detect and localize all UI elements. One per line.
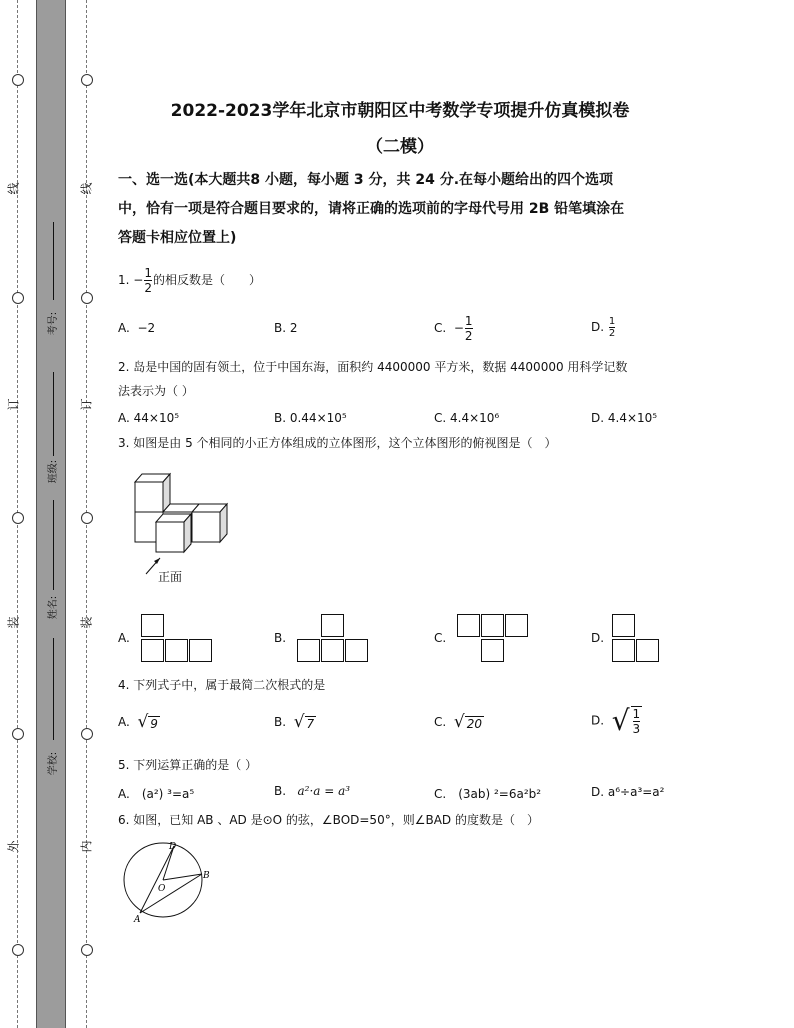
option-d[interactable] <box>591 706 643 736</box>
page-title: 2022-2023学年北京市朝阳区中考数学专项提升仿真模拟卷 <box>170 101 630 121</box>
binding-hole <box>81 74 93 86</box>
question-4 <box>118 673 688 697</box>
option-a[interactable] <box>118 714 160 731</box>
section-line: 答题卡相应位置上) <box>118 230 237 246</box>
view-square <box>189 639 212 662</box>
fraction <box>609 316 615 339</box>
option-c[interactable] <box>434 714 484 731</box>
numerator: 1 <box>464 314 473 328</box>
section-heading <box>118 166 683 253</box>
option-d[interactable]: D. 4.4×10⁵ <box>591 411 658 425</box>
option-a[interactable] <box>118 321 155 335</box>
field-underline <box>53 500 54 590</box>
question-5 <box>118 753 688 777</box>
fraction <box>631 706 643 736</box>
question-6 <box>118 808 688 832</box>
question-text: 3. 如图是由 5 个相同的小正方体组成的立体图形，这个立体图形的俯视图是（ ） <box>118 436 557 450</box>
view-square <box>321 614 344 637</box>
question-3 <box>118 431 688 455</box>
binding-hole <box>12 512 24 524</box>
view-square <box>481 614 504 637</box>
view-square <box>612 614 635 637</box>
question-number: 1. <box>118 273 130 287</box>
question-text: 5. 下列运算正确的是（ ） <box>118 758 258 772</box>
binding-hole <box>81 728 93 740</box>
denominator: 2 <box>464 329 473 343</box>
section-line: 一、选一选(本大题共8 小题，每小题 3 分，共 24 分.在每小题给出的四个选项 <box>118 172 614 188</box>
option-d[interactable]: D. a⁶÷a³=a² <box>591 785 665 799</box>
view-square <box>321 639 344 662</box>
radicand: 7 <box>306 717 315 731</box>
field-underline <box>53 222 54 300</box>
option-a[interactable]: A. (a²) ³=a⁵ <box>118 787 195 801</box>
view-square <box>481 639 504 662</box>
radicand: 9 <box>150 717 158 731</box>
margin-char: 线 <box>79 182 94 195</box>
binding-hole <box>12 728 24 740</box>
exam-number-label: 考号: <box>48 311 60 336</box>
option-a[interactable]: A. 44×10⁵ <box>118 411 180 425</box>
front-label: 正面 <box>158 570 183 584</box>
option-value: a²·a = a³ <box>297 784 351 798</box>
square-root: √ 9 <box>137 712 158 732</box>
point-a-label: A <box>134 915 141 925</box>
option-a[interactable]: A. <box>118 631 130 645</box>
view-square <box>165 639 188 662</box>
question-2 <box>118 355 688 403</box>
option-b[interactable] <box>274 321 298 335</box>
section-line: 中，恰有一项是符合题目要求的，请将正确的选项前的字母代号用 2B 铅笔填涂在 <box>118 201 625 217</box>
field-underline <box>53 638 54 740</box>
page-subtitle: （二模） <box>366 137 434 157</box>
option-label: C. <box>434 321 447 335</box>
option-c[interactable]: C. (3ab) ²=6a²b² <box>434 787 542 801</box>
binding-hole <box>81 512 93 524</box>
view-square <box>612 639 635 662</box>
radicand: 20 <box>466 717 482 731</box>
point-b-label: B <box>203 871 210 881</box>
binding-hole <box>81 944 93 956</box>
fraction <box>465 314 473 343</box>
square-root: √ 7 <box>293 712 315 732</box>
numerator: 1 <box>144 266 152 280</box>
question-text: 2. 岛是中国的固有领土，位于中国东海，面积约 4400000 平方米，数据 4400000 用科学记数 <box>118 360 628 374</box>
denominator: 3 <box>632 722 641 736</box>
view-square <box>141 639 164 662</box>
option-b[interactable] <box>274 714 316 731</box>
option-label: B. <box>274 321 287 335</box>
option-b[interactable]: B. 0.44×10⁵ <box>274 411 347 425</box>
option-d[interactable]: D. <box>591 631 605 645</box>
class-label: 班级: <box>48 459 60 484</box>
option-c[interactable]: C. <box>434 631 447 645</box>
view-square <box>636 639 659 662</box>
circle-figure <box>118 838 218 928</box>
question-text: 4. 下列式子中，属于最简二次根式的是 <box>118 678 326 692</box>
margin-char: 装 <box>6 616 21 629</box>
denominator: 2 <box>144 281 152 295</box>
minus-sign: − <box>133 273 144 287</box>
numerator: 1 <box>608 316 616 327</box>
square-root: √ 20 <box>453 712 482 732</box>
option-b[interactable]: B. <box>274 631 287 645</box>
option-d[interactable] <box>591 316 616 339</box>
view-square <box>457 614 480 637</box>
school-label: 学校: <box>48 751 60 776</box>
view-square <box>345 639 368 662</box>
binding-hole <box>81 292 93 304</box>
field-underline <box>53 372 54 456</box>
point-o-label: O <box>158 884 166 894</box>
binding-hole <box>12 944 24 956</box>
view-square <box>141 614 164 637</box>
margin-char: 外 <box>6 840 21 853</box>
point-d-label: D <box>169 842 177 852</box>
view-square <box>297 639 320 662</box>
binding-hole <box>12 74 24 86</box>
margin-char: 线 <box>6 182 21 195</box>
option-value: −2 <box>137 321 156 335</box>
name-label: 姓名: <box>48 595 60 620</box>
option-label: A. <box>118 715 130 729</box>
option-label: D. <box>591 713 605 728</box>
minus-sign: − <box>453 321 464 335</box>
binding-hole <box>12 292 24 304</box>
question-1 <box>118 266 688 295</box>
option-label: B. <box>274 784 287 798</box>
denominator: 2 <box>608 328 616 339</box>
option-label: D. <box>591 320 605 334</box>
binding-strip <box>36 0 66 1028</box>
margin-char: 装 <box>79 616 94 629</box>
numerator: 1 <box>632 707 641 721</box>
margin-char: 订 <box>6 398 21 411</box>
cube-figure <box>130 470 245 585</box>
option-c[interactable]: C. 4.4×10⁶ <box>434 411 500 425</box>
margin-char: 内 <box>79 840 94 853</box>
question-text: 6. 如图，已知 AB 、AD 是⊙O 的弦，∠BOD=50°，则∠BAD 的度数是（ ） <box>118 813 539 827</box>
fraction <box>144 266 152 295</box>
option-label: C. <box>434 715 447 729</box>
option-label: A. <box>118 321 130 335</box>
option-label: B. <box>274 715 287 729</box>
square-root: √ $\frac{1}{3}$ <box>611 704 641 737</box>
question-text: 的相反数是（ ） <box>152 273 261 287</box>
option-b[interactable] <box>274 784 350 798</box>
margin-char: 订 <box>79 398 94 411</box>
question-text: 法表示为（ ） <box>118 384 194 398</box>
view-square <box>505 614 528 637</box>
option-value: 2 <box>289 321 298 335</box>
option-c[interactable] <box>434 314 474 343</box>
